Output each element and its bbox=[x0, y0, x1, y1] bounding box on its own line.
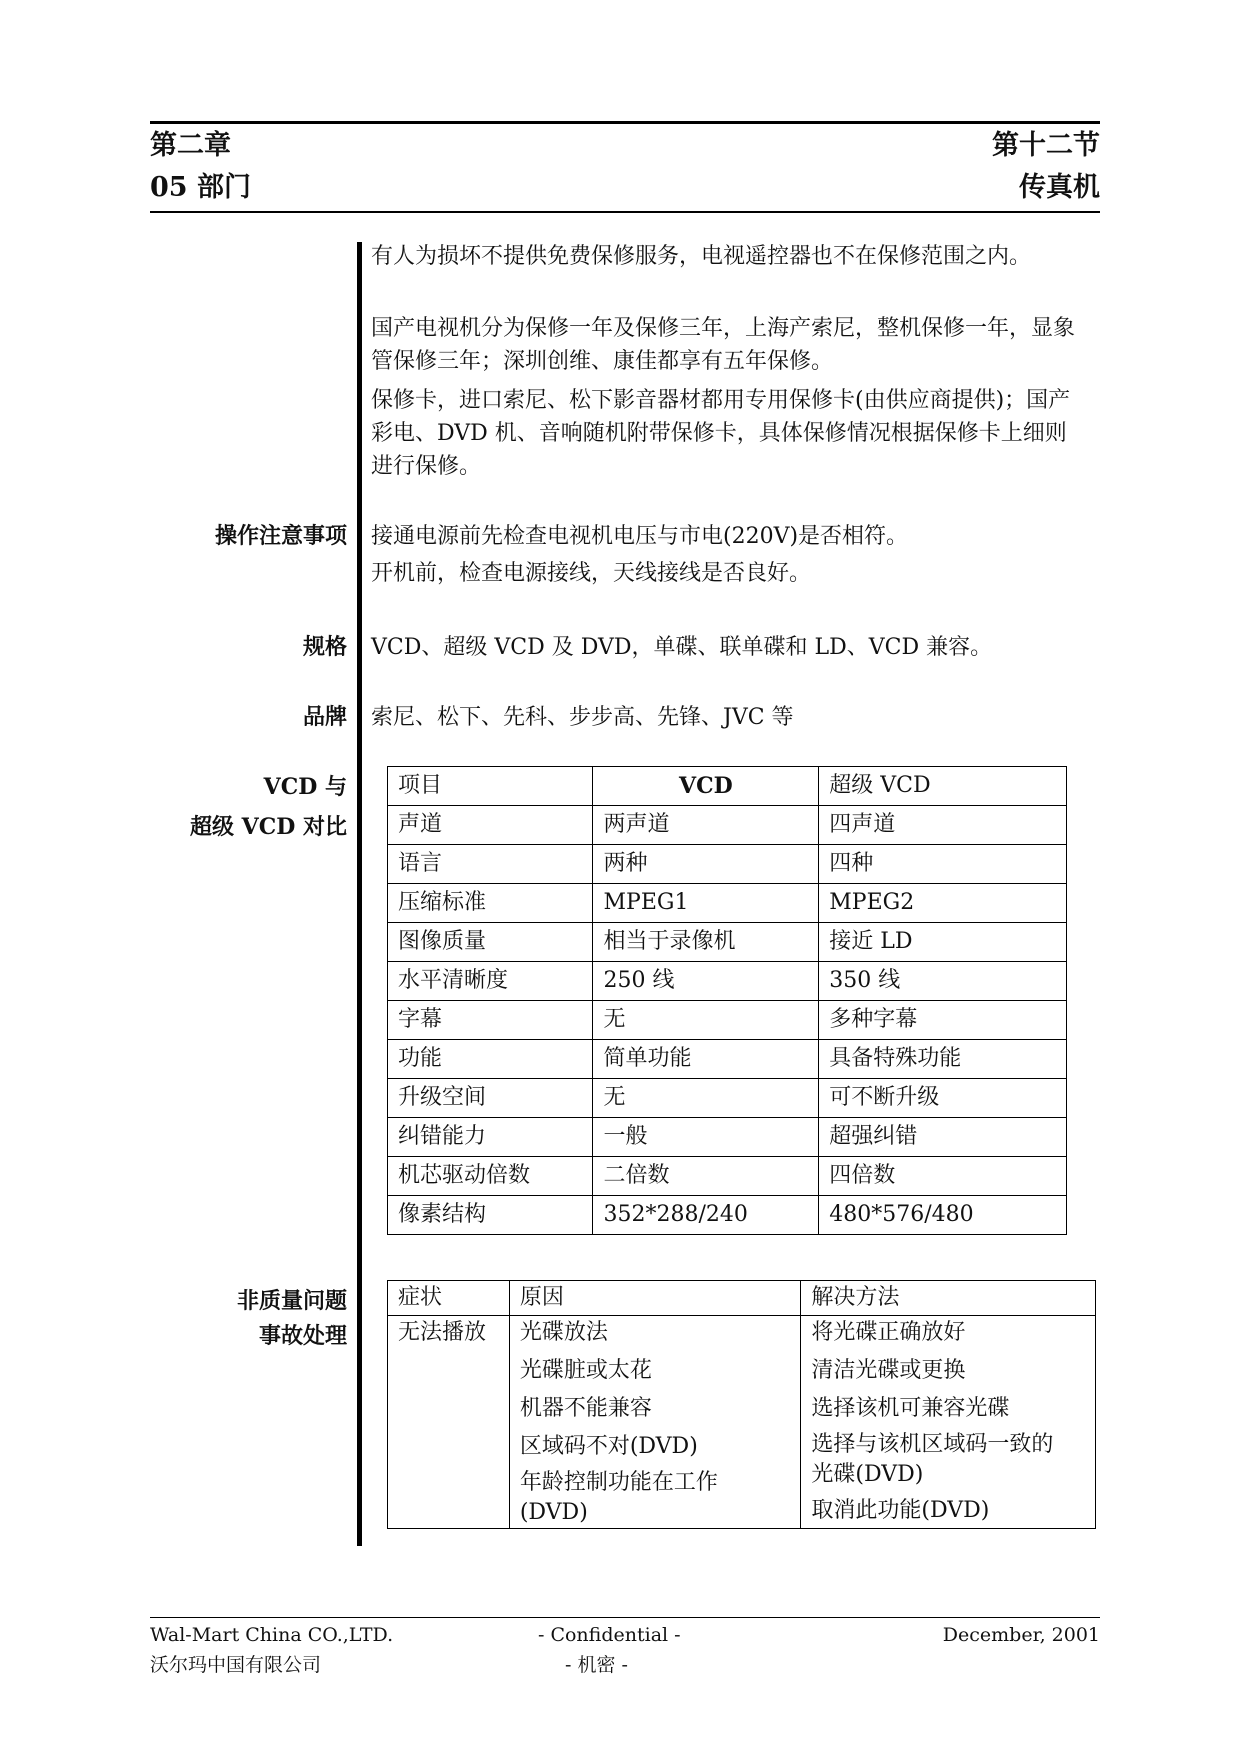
chapter-title: 第二章 bbox=[150, 130, 231, 161]
intro-paragraph-1: 有人为损坏不提供免费保修服务，电视遥控器也不在保修范围之内。 bbox=[371, 244, 1032, 269]
symptom-cell: 无法播放 bbox=[388, 1316, 510, 1529]
table-cell: 352*288/240 bbox=[593, 1196, 819, 1235]
table-cell: 多种字幕 bbox=[819, 1001, 1067, 1040]
footer-rule bbox=[150, 1617, 1100, 1618]
intro-paragraph-3: 保修卡，进口索尼、松下影音器材都用专用保修卡(由供应商提供)；国产彩电、DVD 机、音响随机附带保修卡，具体保修情况根据保修卡上细则进行保修。 bbox=[371, 388, 1071, 479]
solution-item: 选择与该机区域码一致的光碟(DVD) bbox=[811, 1432, 1054, 1487]
cause-item: 区域码不对(DVD) bbox=[519, 1434, 698, 1459]
solution-item: 选择该机可兼容光碟 bbox=[811, 1396, 1010, 1421]
causes-cell bbox=[509, 1316, 801, 1529]
table-cell: 相当于录像机 bbox=[593, 923, 819, 962]
table-cell: 二倍数 bbox=[593, 1157, 819, 1196]
table-cell: 功能 bbox=[388, 1040, 593, 1079]
table-cell: 无 bbox=[593, 1001, 819, 1040]
table-row bbox=[388, 962, 1067, 1001]
operation-label: 操作注意事项 bbox=[214, 523, 347, 549]
solution-item: 将光碟正确放好 bbox=[811, 1320, 966, 1345]
header-bottom-rule bbox=[150, 211, 1100, 213]
issues-label-line-1: 非质量问题 bbox=[236, 1288, 347, 1314]
brand-label: 品牌 bbox=[302, 704, 347, 730]
table-row bbox=[388, 923, 1067, 962]
table-row bbox=[388, 1079, 1067, 1118]
table-cell: 简单功能 bbox=[593, 1040, 819, 1079]
footer-confidential-cn: - 机密 - bbox=[565, 1654, 628, 1676]
cause-item: 年龄控制功能在工作(DVD) bbox=[519, 1470, 718, 1525]
footer-confidential-en: - Confidential - bbox=[538, 1624, 681, 1646]
section-title: 第十二节 bbox=[992, 130, 1100, 161]
table-header-row bbox=[388, 1281, 1096, 1316]
content-margin-bar bbox=[357, 242, 362, 1546]
cause-item: 机器不能兼容 bbox=[519, 1396, 652, 1421]
table-cell: MPEG1 bbox=[593, 884, 819, 923]
table-header-cell: 原因 bbox=[509, 1281, 801, 1316]
table-row bbox=[388, 1316, 1096, 1529]
table-cell: 四倍数 bbox=[819, 1157, 1067, 1196]
table-header-row bbox=[388, 767, 1067, 806]
table-cell: 像素结构 bbox=[388, 1196, 593, 1235]
solutions-cell bbox=[801, 1316, 1096, 1529]
comparison-label-line-2: 超级 VCD 对比 bbox=[190, 814, 347, 840]
table-cell: 声道 bbox=[388, 806, 593, 845]
table-cell: 图像质量 bbox=[388, 923, 593, 962]
table-row bbox=[388, 1040, 1067, 1079]
table-cell: 可不断升级 bbox=[819, 1079, 1067, 1118]
operation-line-2: 开机前，检查电源接线，天线接线是否良好。 bbox=[371, 561, 812, 586]
table-header-cell: VCD bbox=[593, 767, 819, 806]
header-top-rule bbox=[150, 121, 1100, 124]
table-cell: 两种 bbox=[593, 845, 819, 884]
table-cell: 四声道 bbox=[819, 806, 1067, 845]
table-row bbox=[388, 884, 1067, 923]
table-row bbox=[388, 806, 1067, 845]
table-cell: 语言 bbox=[388, 845, 593, 884]
cause-item: 光碟脏或太花 bbox=[519, 1358, 652, 1383]
table-cell: 250 线 bbox=[593, 962, 819, 1001]
department-title: 05 部门 bbox=[150, 172, 251, 203]
brand-text: 索尼、松下、先科、步步高、先锋、JVC 等 bbox=[371, 705, 794, 730]
table-cell: 480*576/480 bbox=[819, 1196, 1067, 1235]
table-cell: 机芯驱动倍数 bbox=[388, 1157, 593, 1196]
table-cell: 一般 bbox=[593, 1118, 819, 1157]
table-cell: 升级空间 bbox=[388, 1079, 593, 1118]
table-cell: MPEG2 bbox=[819, 884, 1067, 923]
table-cell: 无 bbox=[593, 1079, 819, 1118]
issues-table bbox=[387, 1280, 1096, 1529]
spec-text: VCD、超级 VCD 及 DVD，单碟、联单碟和 LD、VCD 兼容。 bbox=[371, 635, 993, 660]
solution-item: 取消此功能(DVD) bbox=[811, 1498, 990, 1523]
comparison-table bbox=[387, 766, 1067, 1235]
table-row bbox=[388, 845, 1067, 884]
table-cell: 350 线 bbox=[819, 962, 1067, 1001]
table-row bbox=[388, 1196, 1067, 1235]
table-cell: 压缩标准 bbox=[388, 884, 593, 923]
footer-company-en: Wal-Mart China CO.,LTD. bbox=[150, 1624, 394, 1646]
table-header-cell: 超级 VCD bbox=[819, 767, 1067, 806]
footer-date: December, 2001 bbox=[942, 1624, 1100, 1646]
issues-label-line-2: 事故处理 bbox=[258, 1323, 347, 1349]
table-row bbox=[388, 1157, 1067, 1196]
table-row bbox=[388, 1118, 1067, 1157]
table-cell: 水平清晰度 bbox=[388, 962, 593, 1001]
table-cell: 两声道 bbox=[593, 806, 819, 845]
table-cell: 超强纠错 bbox=[819, 1118, 1067, 1157]
cause-item: 光碟放法 bbox=[519, 1320, 608, 1345]
table-header-cell: 症状 bbox=[388, 1281, 510, 1316]
footer-company-cn: 沃尔玛中国有限公司 bbox=[150, 1654, 322, 1676]
table-cell: 字幕 bbox=[388, 1001, 593, 1040]
spec-label: 规格 bbox=[302, 634, 347, 660]
table-cell: 具备特殊功能 bbox=[819, 1040, 1067, 1079]
comparison-label-line-1: VCD 与 bbox=[263, 774, 347, 800]
intro-paragraph-2: 国产电视机分为保修一年及保修三年，上海产索尼，整机保修一年，显象管保修三年；深圳创维、康佳都享有五年保修。 bbox=[371, 316, 1076, 374]
table-header-cell: 解决方法 bbox=[801, 1281, 1096, 1316]
table-header-cell: 项目 bbox=[388, 767, 593, 806]
operation-line-1: 接通电源前先检查电视机电压与市电(220V)是否相符。 bbox=[371, 524, 909, 549]
solution-item: 清洁光碟或更换 bbox=[811, 1358, 966, 1383]
table-row bbox=[388, 1001, 1067, 1040]
table-cell: 纠错能力 bbox=[388, 1118, 593, 1157]
table-cell: 接近 LD bbox=[819, 923, 1067, 962]
topic-title: 传真机 bbox=[1019, 172, 1100, 203]
table-cell: 四种 bbox=[819, 845, 1067, 884]
